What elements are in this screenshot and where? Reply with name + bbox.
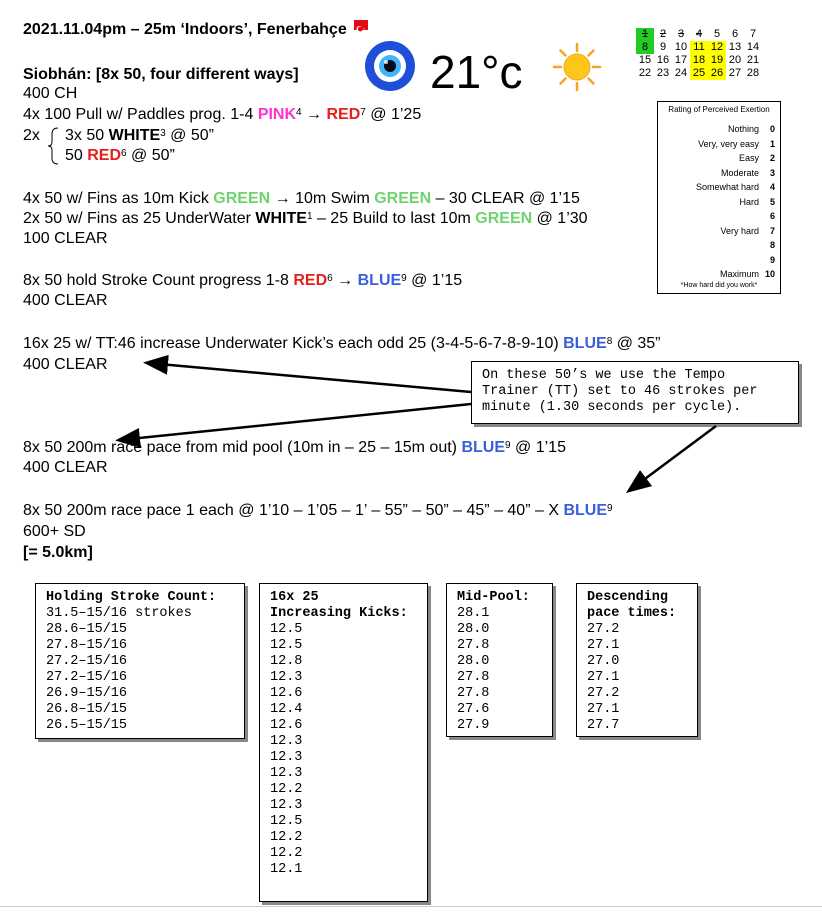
calendar-day: 26 <box>708 67 726 80</box>
calendar-day: 11 <box>690 41 708 54</box>
calendar-day: 28 <box>746 67 760 79</box>
color-green: GREEN <box>374 190 432 207</box>
calendar-day: 17 <box>674 54 688 66</box>
color-green: GREEN <box>475 210 533 227</box>
rpe-footer: *How hard did you work* <box>680 281 758 289</box>
calendar-day: 16 <box>656 54 670 66</box>
table-row: 27.1 <box>587 670 620 685</box>
calendar-day: 13 <box>728 41 742 53</box>
table-row: 27.1 <box>587 702 620 717</box>
total-distance: [= 5.0km] <box>23 544 93 561</box>
arrow: → <box>332 272 358 289</box>
table-row: 12.3 <box>270 670 303 685</box>
set-text: – 25 Build to last 10m <box>312 210 476 227</box>
rpe-sup: 9 <box>401 273 407 284</box>
color-white: WHITE <box>255 210 307 227</box>
set-line: 400 CLEAR <box>23 292 108 309</box>
table-row: 27.8–15/16 <box>46 638 128 653</box>
rpe-sup: 8 <box>606 336 613 347</box>
table-row: 27.2–15/16 <box>46 654 128 669</box>
set-text: @ 50” <box>126 147 175 164</box>
table-row: 28.0 <box>457 654 490 669</box>
table-row: 27.8 <box>457 686 490 701</box>
table-row: 31.5–15/16 strokes <box>46 606 192 621</box>
table-row: 12.3 <box>270 798 303 813</box>
arrow-to-400-clear <box>148 363 471 392</box>
temperature-readout: 21°c <box>430 46 523 98</box>
table-row: 12.1 <box>270 862 303 877</box>
table-row: 27.0 <box>587 654 620 669</box>
rpe-label: Moderate <box>720 167 759 178</box>
arrow-to-blue-set <box>630 426 716 490</box>
color-blue: BLUE <box>357 272 402 289</box>
table-row: 12.2 <box>270 846 303 861</box>
rpe-sup: 3 <box>160 128 166 139</box>
table-row: 27.2–15/16 <box>46 670 128 685</box>
set-line-2x-prefix: 2x <box>23 127 40 144</box>
set-text: @ 1’25 <box>365 106 422 123</box>
table-row: 12.3 <box>270 766 303 781</box>
table-header: 16x 25 <box>270 590 319 605</box>
table-row: 12.4 <box>270 702 303 717</box>
calendar-day: 15 <box>638 54 652 66</box>
rpe-title: Rating of Perceived Exertion <box>668 105 770 114</box>
table-row: 27.7 <box>587 718 620 733</box>
table-row: 26.9–15/16 <box>46 686 128 701</box>
set-text: @ 1’30 <box>532 210 588 227</box>
rpe-sup: 4 <box>296 107 302 118</box>
arrow-to-race-pace <box>120 404 471 440</box>
table-row: 12.2 <box>270 830 303 845</box>
table-row: 27.2 <box>587 622 620 637</box>
table-header: Holding Stroke Count: <box>46 590 217 605</box>
table-row: 28.1 <box>457 606 490 621</box>
mid-pool-table <box>446 583 553 737</box>
rpe-number: 5 <box>769 196 775 207</box>
color-blue: BLUE <box>461 439 506 456</box>
set-text: 8x 50 200m race pace 1 each @ 1’10 – 1’05 – 1’ – 55” – 50” – 45” – 40” – X <box>23 502 564 519</box>
table-row: 27.8 <box>457 638 490 653</box>
rpe-sup: 9 <box>505 440 511 451</box>
table-row: 26.8–15/15 <box>46 702 128 717</box>
set-line: 100 CLEAR <box>23 230 108 247</box>
table-row: 28.6–15/15 <box>46 622 128 637</box>
page-divider <box>0 906 822 907</box>
rpe-label: Very hard <box>720 225 759 236</box>
calendar-day: 4 <box>695 28 703 40</box>
rpe-label: Very, very easy <box>698 138 759 149</box>
descending-table <box>576 583 698 737</box>
set-line: 400 CH <box>23 85 78 102</box>
set-line: 600+ SD <box>23 523 86 540</box>
set-text: 50 <box>65 147 88 164</box>
rpe-sup: 6 <box>327 273 333 284</box>
calendar-day: 10 <box>674 41 688 53</box>
table-header: Mid-Pool: <box>457 590 530 605</box>
set-text: – 30 CLEAR @ 1’15 <box>431 190 580 207</box>
table-row: 26.5–15/15 <box>46 718 128 733</box>
tempo-trainer-note: On these 50’s we use the Tempo Trainer (TT) set to 46 strokes per minute (1.30 seconds per cycle). <box>471 361 799 424</box>
table-row: 27.6 <box>457 702 490 717</box>
calendar-day: 12 <box>708 41 726 54</box>
set-text: 16x 25 w/ TT:46 increase Underwater Kick’s each odd 25 (3-4-5-6-7-8-9-10) <box>23 335 564 352</box>
color-blue: BLUE <box>563 502 607 519</box>
table-row: 12.2 <box>270 782 303 797</box>
rpe-label: Easy <box>738 153 759 163</box>
calendar-day: 19 <box>708 54 726 67</box>
color-green: GREEN <box>213 190 271 207</box>
calendar-day: 1 <box>636 28 654 41</box>
rpe-number: 7 <box>769 225 775 236</box>
calendar-day: 14 <box>746 41 760 53</box>
color-red: RED <box>293 272 328 289</box>
set-line: 400 CLEAR <box>23 459 108 476</box>
rpe-sup: 7 <box>360 107 366 118</box>
title-text: 2021.11.04pm – 25m ‘Indoors’, Fenerbahçe <box>23 21 347 38</box>
table-row: 27.8 <box>457 670 490 685</box>
calendar-day: 20 <box>728 54 742 66</box>
calendar-day: 5 <box>713 28 721 40</box>
calendar-day: 8 <box>636 41 654 54</box>
color-pink: PINK <box>257 106 297 123</box>
table-row: 12.5 <box>270 622 303 637</box>
set-text: 4x 50 w/ Fins as 10m Kick <box>23 190 214 207</box>
table-row: 12.5 <box>270 814 303 829</box>
table-header: Increasing Kicks: <box>270 606 408 621</box>
table-row: 12.6 <box>270 686 303 701</box>
rpe-number: 10 <box>764 269 775 279</box>
calendar-day: 2 <box>659 28 667 40</box>
rpe-sup: 9 <box>607 503 613 514</box>
table-row: 27.1 <box>587 638 620 653</box>
color-red: RED <box>87 147 122 164</box>
set-text: @ 1’15 <box>406 272 463 289</box>
stroke-count-table <box>35 583 245 739</box>
set-text: @ 35” <box>612 335 661 352</box>
set-text: 2x 50 w/ Fins as 25 UnderWater <box>23 210 256 227</box>
rpe-sup: 1 <box>306 211 313 222</box>
workout-subtitle: Siobhán: [8x 50, four different ways] <box>23 66 299 83</box>
rpe-sup: 6 <box>121 148 127 159</box>
rpe-label: Maximum <box>719 269 759 279</box>
rpe-number: 2 <box>769 153 775 163</box>
calendar-day: 7 <box>749 28 757 40</box>
set-text: 8x 50 hold Stroke Count progress 1-8 <box>23 272 294 289</box>
table-header: Descending <box>587 590 669 605</box>
rpe-number: 4 <box>769 182 775 192</box>
table-header: pace times: <box>587 606 677 621</box>
rpe-label: Nothing <box>727 124 759 134</box>
calendar-day: 24 <box>674 67 688 79</box>
rpe-number: 0 <box>769 124 775 134</box>
calendar-day: 18 <box>690 54 708 67</box>
rpe-label: Somewhat hard <box>695 182 759 192</box>
table-row: 28.0 <box>457 622 490 637</box>
calendar-day: 3 <box>677 28 685 40</box>
kicks-table <box>259 583 428 902</box>
set-text: → 10m Swim <box>270 190 375 207</box>
table-row: 12.6 <box>270 718 303 733</box>
set-text: @ 50” <box>165 127 214 144</box>
set-text: 3x 50 <box>65 127 109 144</box>
calendar-day: 27 <box>728 67 742 79</box>
table-row: 27.2 <box>587 686 620 701</box>
rpe-number: 8 <box>769 240 775 250</box>
calendar-day: 22 <box>638 67 652 79</box>
rpe-label: Hard <box>739 196 759 207</box>
color-white: WHITE <box>108 127 161 144</box>
set-text: 4x 100 Pull w/ Paddles prog. 1-4 <box>23 106 258 123</box>
calendar-day: 23 <box>656 67 670 79</box>
color-blue: BLUE <box>563 335 607 352</box>
table-row: 12.5 <box>270 638 303 653</box>
table-row: 12.3 <box>270 734 303 749</box>
arrow: → <box>301 106 327 123</box>
calendar-day: 6 <box>731 28 739 40</box>
table-row: 12.3 <box>270 750 303 765</box>
calendar-day: 21 <box>746 54 760 66</box>
table-row: 12.8 <box>270 654 303 669</box>
calendar-day: 9 <box>659 41 667 53</box>
rpe-number: 9 <box>769 254 775 265</box>
set-text: 8x 50 200m race pace from mid pool (10m in – 25 – 15m out) <box>23 439 462 456</box>
rpe-number: 6 <box>769 211 775 221</box>
calendar-day: 25 <box>690 67 708 80</box>
table-row: 27.9 <box>457 718 490 733</box>
set-line: 400 CLEAR <box>23 356 108 373</box>
rpe-number: 1 <box>769 138 775 149</box>
set-text: @ 1’15 <box>510 439 566 456</box>
rpe-number: 3 <box>769 167 775 178</box>
color-red: RED <box>326 106 361 123</box>
